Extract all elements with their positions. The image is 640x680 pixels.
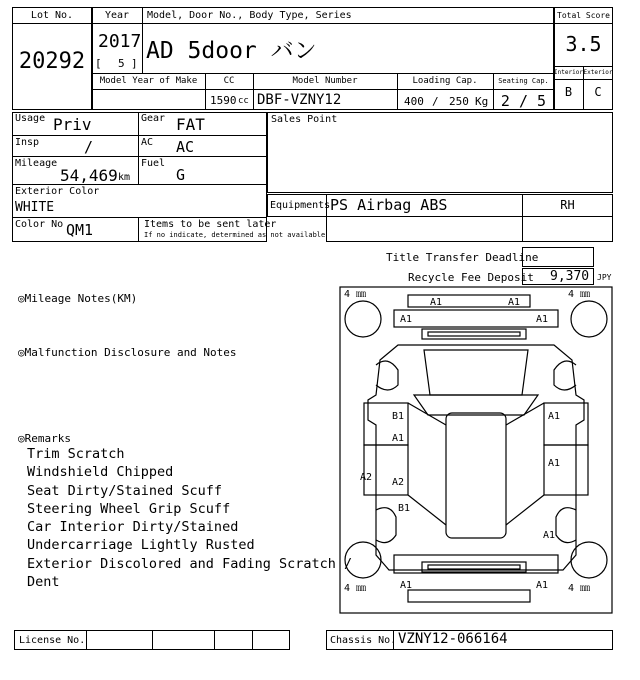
- mileage-notes-title: ◎Mileage Notes(KM): [18, 292, 138, 305]
- seating-cap: 2 / 5: [500, 92, 547, 110]
- front-panel: [394, 310, 558, 327]
- right-rear-door: [544, 445, 588, 495]
- sales-point-label: Sales Point: [271, 114, 338, 125]
- gear-label: Gear: [141, 113, 166, 124]
- code-left-quarter: B1: [398, 503, 411, 514]
- exterior-color: WHITE: [15, 200, 55, 215]
- tire-depth-front-left: 4 ㎜: [344, 289, 367, 300]
- cc-value: 1590: [210, 94, 237, 107]
- rear-bumper: [408, 590, 530, 602]
- code-front-bumper-a: A1: [430, 297, 443, 308]
- model: AD 5door バン: [146, 38, 317, 64]
- loading-cap-unit: Kg: [475, 95, 489, 108]
- car-condition-diagram: [338, 285, 614, 615]
- code-hood-left: A1: [400, 314, 413, 325]
- remark-item: Exterior Discolored and Fading Scratch /: [27, 555, 353, 572]
- year: 2017: [98, 31, 142, 52]
- year-bracket-close: ]: [131, 57, 138, 70]
- equipments: PS Airbag ABS: [330, 196, 448, 214]
- code-rear-left: A1: [400, 580, 413, 591]
- remarks-title: ◎Remarks: [18, 432, 71, 445]
- mileage: 54,469: [60, 166, 118, 185]
- windshield: [414, 395, 538, 415]
- remark-item: Dent: [27, 574, 60, 591]
- license-label: License No.: [19, 635, 86, 646]
- interior-label: Interior: [554, 69, 583, 76]
- right-front-door: [544, 403, 588, 445]
- recycle: 9,370: [550, 269, 590, 284]
- remark-item: Undercarriage Lightly Rusted: [27, 537, 255, 554]
- exterior-score: C: [594, 85, 602, 99]
- cc-label: CC: [223, 76, 235, 86]
- interior-score: B: [564, 85, 573, 99]
- cc-unit: cc: [238, 96, 249, 106]
- title-transfer-box: [522, 247, 594, 267]
- insp: /: [84, 138, 94, 156]
- code-left-rear-door-2: A2: [392, 477, 405, 488]
- recycle-unit: JPY: [597, 273, 612, 282]
- code-right-quarter: A1: [543, 530, 556, 541]
- usage-label: Usage: [15, 113, 46, 124]
- loading-cap-1: 400: [404, 95, 424, 108]
- color-no: QM1: [66, 221, 94, 239]
- year-bracket-open: [: [95, 57, 102, 70]
- code-front-bumper-b: A1: [508, 297, 521, 308]
- chassis-label: Chassis No.: [330, 635, 397, 646]
- usage: Priv: [53, 115, 92, 134]
- remarks-list: [27, 445, 352, 591]
- model-number-label: Model Number: [292, 76, 358, 86]
- year-label: Year: [104, 10, 130, 21]
- wheel-front-left: [345, 301, 381, 337]
- items-label: Items to be sent later: [144, 219, 277, 230]
- tire-depth-rear-left: 4 ㎜: [344, 583, 367, 594]
- chassis: VZNY12-066164: [398, 631, 508, 647]
- ac-label: AC: [141, 137, 154, 148]
- exterior-color-label: Exterior Color: [15, 186, 100, 197]
- year-bracket-value: 5: [118, 57, 125, 70]
- loading-cap-sep: /: [432, 95, 439, 108]
- loading-cap-2: 250: [449, 95, 469, 108]
- lot-no-label: Lot No.: [30, 10, 74, 21]
- code-right-front-door: A1: [548, 411, 561, 422]
- total-score-label: Total Score: [557, 11, 610, 20]
- recycle-label: Recycle Fee Deposit: [408, 271, 534, 284]
- mileage-unit: km: [118, 172, 131, 183]
- malfunction-title: ◎Malfunction Disclosure and Notes: [18, 346, 237, 359]
- hood: [424, 350, 528, 395]
- wheel-front-right: [571, 301, 607, 337]
- roof: [446, 413, 506, 538]
- fuel-label: Fuel: [141, 158, 166, 169]
- model-label: Model, Door No., Body Type, Series: [147, 10, 352, 21]
- grille: [422, 329, 526, 339]
- fuel: G: [176, 166, 186, 184]
- remark-item: Seat Dirty/Stained Scuff: [27, 482, 223, 499]
- tire-depth-front-right: 4 ㎜: [568, 289, 591, 300]
- extra-box: [326, 216, 613, 242]
- title-transfer-label: Title Transfer Deadline: [386, 251, 539, 264]
- equipments-label: Equipments: [270, 200, 331, 211]
- ac: AC: [176, 138, 195, 156]
- items-note: If no indicate, determined as not available: [144, 231, 326, 239]
- code-left-front-door-2: A1: [392, 433, 405, 444]
- color-no-label: Color No: [15, 219, 64, 230]
- code-right-rear-door: A1: [548, 458, 561, 469]
- remark-item: Trim Scratch: [27, 446, 125, 462]
- code-rear-right: A1: [536, 580, 549, 591]
- code-hood-right: A1: [536, 314, 549, 325]
- steering: RH: [560, 198, 575, 212]
- insp-label: Insp: [15, 137, 40, 148]
- tire-depth-rear-right: 4 ㎜: [568, 583, 591, 594]
- rear-right-fender: [556, 508, 576, 543]
- code-left-rear-door: A2: [360, 472, 373, 483]
- model-number: DBF-VZNY12: [257, 92, 342, 108]
- mileage-label: Mileage: [15, 158, 58, 169]
- seating-cap-label: Seating Cap.: [498, 77, 549, 85]
- exterior-label: Exterior: [583, 69, 613, 76]
- lot-no: 20292: [18, 49, 86, 74]
- model-year-label: Model Year of Make: [99, 76, 198, 86]
- remark-item: Car Interior Dirty/Stained: [27, 519, 239, 536]
- remark-item: Windshield Chipped: [27, 464, 174, 481]
- total-score: 3.5: [565, 32, 602, 56]
- remark-item: Steering Wheel Grip Scuff: [27, 500, 231, 517]
- rear-left-fender: [376, 508, 396, 543]
- gear: FAT: [176, 115, 205, 134]
- loading-cap-label: Loading Cap.: [412, 76, 478, 86]
- code-left-front-door: B1: [392, 411, 405, 422]
